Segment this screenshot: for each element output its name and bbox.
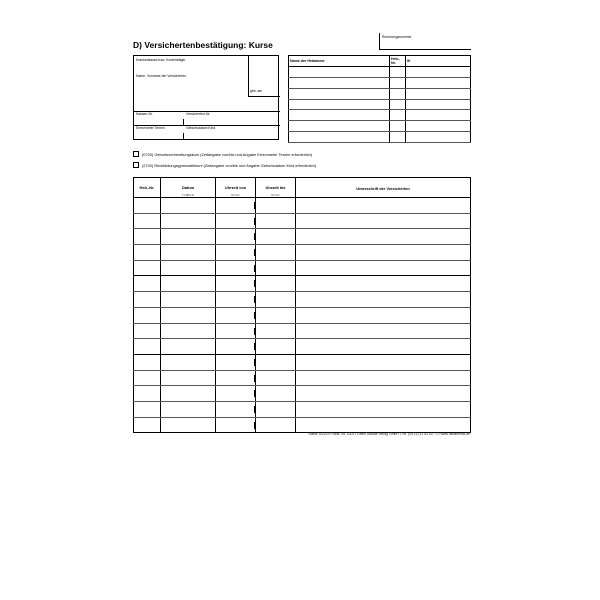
midwife-number-column-header: Heb.-Nr. (134, 178, 161, 198)
attendance-row (134, 229, 471, 245)
attendance-row (134, 323, 471, 339)
midwife-table-cell[interactable] (406, 132, 471, 143)
midwife-table-row (289, 66, 471, 77)
time-from-cell[interactable] (216, 386, 256, 402)
attendance-row (134, 354, 471, 370)
time-from-cell[interactable] (216, 292, 256, 308)
time-to-cell[interactable] (256, 339, 296, 355)
time-from-cell[interactable] (216, 354, 256, 370)
signature-cell[interactable] (296, 339, 471, 355)
midwife-number-cell[interactable] (134, 213, 161, 229)
signature-cell[interactable] (296, 276, 471, 292)
signature-cell[interactable] (296, 292, 471, 308)
time-from-cell[interactable] (216, 260, 256, 276)
attendance-table (133, 177, 471, 433)
midwife-number-cell[interactable] (134, 260, 161, 276)
date-cell[interactable] (161, 213, 216, 229)
date-cell[interactable] (161, 229, 216, 245)
divider (183, 119, 184, 125)
midwife-number-cell[interactable] (134, 354, 161, 370)
divider (183, 133, 184, 140)
midwife-table-cell[interactable] (390, 99, 406, 110)
date-cell[interactable] (161, 260, 216, 276)
signature-cell[interactable] (296, 245, 471, 261)
midwife-table-row (289, 110, 471, 121)
signature-cell[interactable] (296, 401, 471, 417)
time-to-cell[interactable] (256, 401, 296, 417)
time-from-cell[interactable] (216, 213, 256, 229)
signature-cell[interactable] (296, 213, 471, 229)
time-from-cell[interactable] (216, 276, 256, 292)
invoice-number-label: Rechnungsnummer (382, 35, 412, 39)
time-from-cell[interactable] (216, 401, 256, 417)
signature-cell[interactable] (296, 260, 471, 276)
date-cell[interactable] (161, 245, 216, 261)
midwife-table-cell[interactable] (390, 121, 406, 132)
midwife-table-row (289, 121, 471, 132)
fund-number-label: Kassen-Nr. (136, 112, 153, 116)
time-from-cell[interactable] (216, 323, 256, 339)
time-from-cell[interactable] (216, 307, 256, 323)
divider (248, 96, 280, 97)
midwife-table-cell[interactable] (289, 88, 390, 99)
midwife-number-header: Heb.-Nr. (390, 56, 406, 67)
time-from-cell[interactable] (216, 370, 256, 386)
time-from-cell[interactable] (216, 229, 256, 245)
attendance-row (134, 339, 471, 355)
time-to-cell[interactable] (256, 198, 296, 214)
child-birth-date-label: Geburtsdatum Kind (186, 126, 216, 130)
midwife-table-row (289, 132, 471, 143)
due-date-label: Errechneter Termin (136, 126, 165, 130)
midwife-number-cell[interactable] (134, 276, 161, 292)
attendance-row (134, 401, 471, 417)
midwife-table-cell[interactable] (390, 88, 406, 99)
midwife-number-cell[interactable] (134, 339, 161, 355)
signature-column-header: Unterschrift der Versicherten (296, 178, 471, 198)
time-to-cell[interactable] (256, 370, 296, 386)
attendance-row (134, 307, 471, 323)
date-cell[interactable] (161, 307, 216, 323)
midwife-table-cell[interactable] (406, 88, 471, 99)
time-to-cell[interactable] (256, 354, 296, 370)
time-from-cell[interactable] (216, 339, 256, 355)
attendance-row (134, 386, 471, 402)
midwife-table-cell[interactable] (390, 66, 406, 77)
attendance-row (134, 260, 471, 276)
attendance-row (134, 198, 471, 214)
time-to-cell[interactable] (256, 276, 296, 292)
time-to-cell[interactable] (256, 229, 296, 245)
midwife-table-cell[interactable] (289, 66, 390, 77)
midwife-number-cell[interactable] (134, 198, 161, 214)
date-cell[interactable] (161, 386, 216, 402)
insured-data-box (133, 55, 279, 140)
birth-date-label: geb. am (250, 89, 263, 93)
midwife-table-row (289, 99, 471, 110)
date-cell[interactable] (161, 417, 216, 433)
divider (248, 56, 249, 96)
page-title: D) Versichertenbestätigung: Kurse (133, 40, 273, 50)
date-cell[interactable] (161, 401, 216, 417)
midwife-number-cell[interactable] (134, 370, 161, 386)
date-column-header: Datum TT.MM.JJ (161, 178, 216, 198)
midwife-table-cell[interactable] (289, 132, 390, 143)
time-to-cell[interactable] (256, 386, 296, 402)
midwife-table-cell[interactable] (406, 110, 471, 121)
signature-cell[interactable] (296, 198, 471, 214)
midwife-table (288, 55, 471, 143)
date-cell[interactable] (161, 292, 216, 308)
signature-cell[interactable] (296, 323, 471, 339)
midwife-table-cell[interactable] (390, 110, 406, 121)
signature-cell[interactable] (296, 307, 471, 323)
course-0700-label: (0700) Geburtsvorbereitungskurs (Zeitangabe von/bis und Angabe Errechneter Termin erforderlich) (142, 152, 313, 157)
midwife-number-cell[interactable] (134, 417, 161, 433)
date-cell[interactable] (161, 354, 216, 370)
signature-cell[interactable] (296, 417, 471, 433)
time-to-cell[interactable] (256, 245, 296, 261)
course-2700-label: (2700) Rückbildungsgymnastikkurs (Zeitangabe von/bis und Angabe Geburtsdatum Kind erforderlich) (142, 163, 317, 168)
ik-header: IK (406, 56, 471, 67)
midwife-number-cell[interactable] (134, 229, 161, 245)
footer-imprint: Stand: 6/2019 • Best.-Nr. 1003 • Elsen Staude Verlag GmbH • Tel. (05 11) 51 53 00 - 0 • www.hebamedic.de (308, 432, 470, 436)
midwife-number-cell[interactable] (134, 401, 161, 417)
invoice-number-field[interactable] (379, 33, 471, 50)
date-cell[interactable] (161, 370, 216, 386)
time-from-cell[interactable] (216, 417, 256, 433)
time-to-cell[interactable] (256, 260, 296, 276)
signature-cell[interactable] (296, 386, 471, 402)
midwife-number-cell[interactable] (134, 386, 161, 402)
time-from-cell[interactable] (216, 198, 256, 214)
midwife-number-cell[interactable] (134, 323, 161, 339)
insured-number-label: Versicherten-Nr. (186, 112, 211, 116)
time-from-cell[interactable] (216, 245, 256, 261)
time-to-column-header: Uhrzeit bis hh:mm (256, 178, 296, 198)
attendance-row (134, 245, 471, 261)
insured-name-label: Name, Vorname der Versicherten (136, 74, 187, 78)
midwife-number-cell[interactable] (134, 307, 161, 323)
attendance-row (134, 276, 471, 292)
midwife-table-cell[interactable] (289, 121, 390, 132)
attendance-row (134, 417, 471, 433)
date-cell[interactable] (161, 339, 216, 355)
midwife-name-header: Name der Hebamme (289, 56, 390, 67)
midwife-table-cell[interactable] (390, 132, 406, 143)
attendance-row (134, 213, 471, 229)
time-to-cell[interactable] (256, 213, 296, 229)
midwife-table-cell[interactable] (406, 66, 471, 77)
midwife-table-cell[interactable] (390, 77, 406, 88)
course-2700-checkbox[interactable] (133, 162, 139, 168)
signature-cell[interactable] (296, 229, 471, 245)
midwife-number-cell[interactable] (134, 292, 161, 308)
midwife-table-row (289, 88, 471, 99)
course-0700-checkbox[interactable] (133, 151, 139, 157)
date-cell[interactable] (161, 323, 216, 339)
midwife-table-row (289, 77, 471, 88)
date-cell[interactable] (161, 198, 216, 214)
midwife-table-cell[interactable] (289, 77, 390, 88)
midwife-table-cell[interactable] (289, 110, 390, 121)
time-to-cell[interactable] (256, 323, 296, 339)
attendance-row (134, 292, 471, 308)
midwife-number-cell[interactable] (134, 245, 161, 261)
time-from-column-header: Uhrzeit von hh:mm (216, 178, 256, 198)
midwife-table-cell[interactable] (406, 121, 471, 132)
signature-cell[interactable] (296, 370, 471, 386)
time-to-cell[interactable] (256, 417, 296, 433)
midwife-table-cell[interactable] (406, 99, 471, 110)
time-to-cell[interactable] (256, 307, 296, 323)
midwife-table-cell[interactable] (289, 99, 390, 110)
insurer-label: Krankenkasse bzw. Kostenträger (136, 58, 186, 62)
date-cell[interactable] (161, 276, 216, 292)
attendance-row (134, 370, 471, 386)
signature-cell[interactable] (296, 354, 471, 370)
midwife-table-cell[interactable] (406, 77, 471, 88)
time-to-cell[interactable] (256, 292, 296, 308)
